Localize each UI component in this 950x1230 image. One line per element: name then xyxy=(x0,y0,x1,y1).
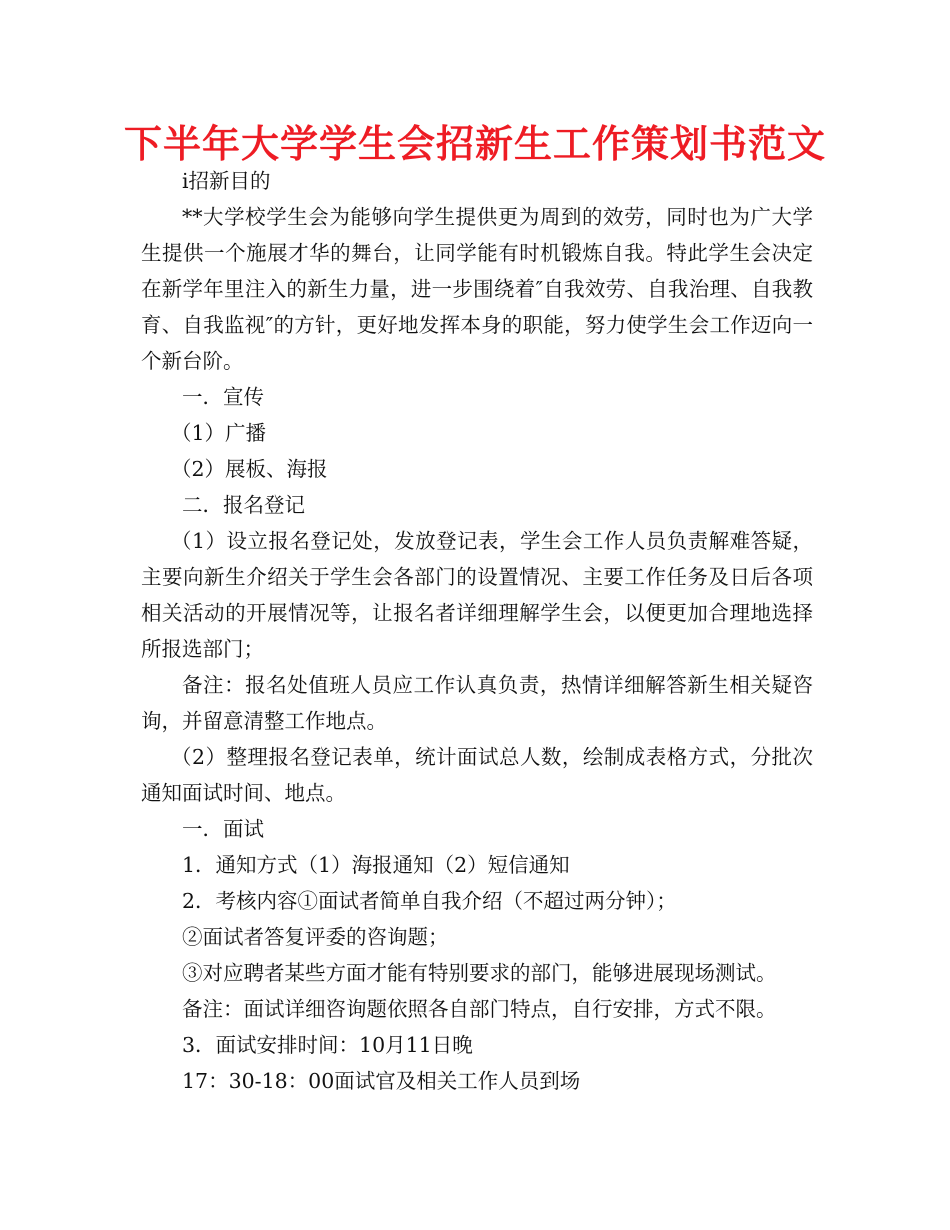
section-heading-registration: 二．报名登记 xyxy=(182,493,305,517)
schedule-time-line: 17：30-18：00面试官及相关工作人员到场 xyxy=(182,1069,581,1093)
list-item-board-poster: （2）展板、海报 xyxy=(171,457,328,481)
list-item-schedule: 3．面试安排时间：10月11日晚 xyxy=(182,1033,473,1057)
list-item-assessment: 2．考核内容①面试者简单自我介绍（不超过两分钟）； xyxy=(182,889,677,913)
paragraph-registration-desk: （1）设立报名登记处，发放登记表，学生会工作人员负责解难答疑，主要向新生介绍关于学生会各部门的设置情况、主要工作任务及日后各项相关活动的开展情况等，让报名者详细理解学生会，以便更加合理地选择所报选部门； xyxy=(141,529,813,661)
list-item-broadcast: （1）广播 xyxy=(171,421,267,445)
section-heading-publicity: 一．宣传 xyxy=(182,385,264,409)
list-item-notification: 1．通知方式（1）海报通知（2）短信通知 xyxy=(182,853,570,877)
paragraph-interview-note: 备注：面试详细咨询题依照各自部门特点，自行安排，方式不限。 xyxy=(182,997,777,1021)
list-item-assessment-answer: ②面试者答复评委的咨询题； xyxy=(182,925,449,949)
paragraph-heading-purpose: ⅰ招新目的 xyxy=(182,169,271,193)
paragraph-registration-note: 备注：报名处值班人员应工作认真负责，热情详细解答新生相关疑咨询，并留意清整工作地点。 xyxy=(141,673,813,733)
list-item-assessment-test: ③对应聘者某些方面才能有特别要求的部门，能够进展现场测试。 xyxy=(182,961,777,985)
paragraph-intro: **大学校学生会为能够向学生提供更为周到的效劳，同时也为广大学生提供一个施展才华的舞台，让同学能有时机锻炼自我。特此学生会决定在新学年里注入的新生力量，进一步围绕着″自我效劳、自我治理、自我教育、自我监视″的方针，更好地发挥本身的职能，努力使学生会工作迈向一个新台阶。 xyxy=(141,205,813,373)
document-body xyxy=(141,163,813,1099)
paragraph-registration-forms: （2）整理报名登记表单，统计面试总人数，绘制成表格方式，分批次通知面试时间、地点。 xyxy=(141,745,813,805)
document-title: 下半年大学学生会招新生工作策划书范文 xyxy=(123,122,826,166)
section-heading-interview: 一．面试 xyxy=(182,817,264,841)
